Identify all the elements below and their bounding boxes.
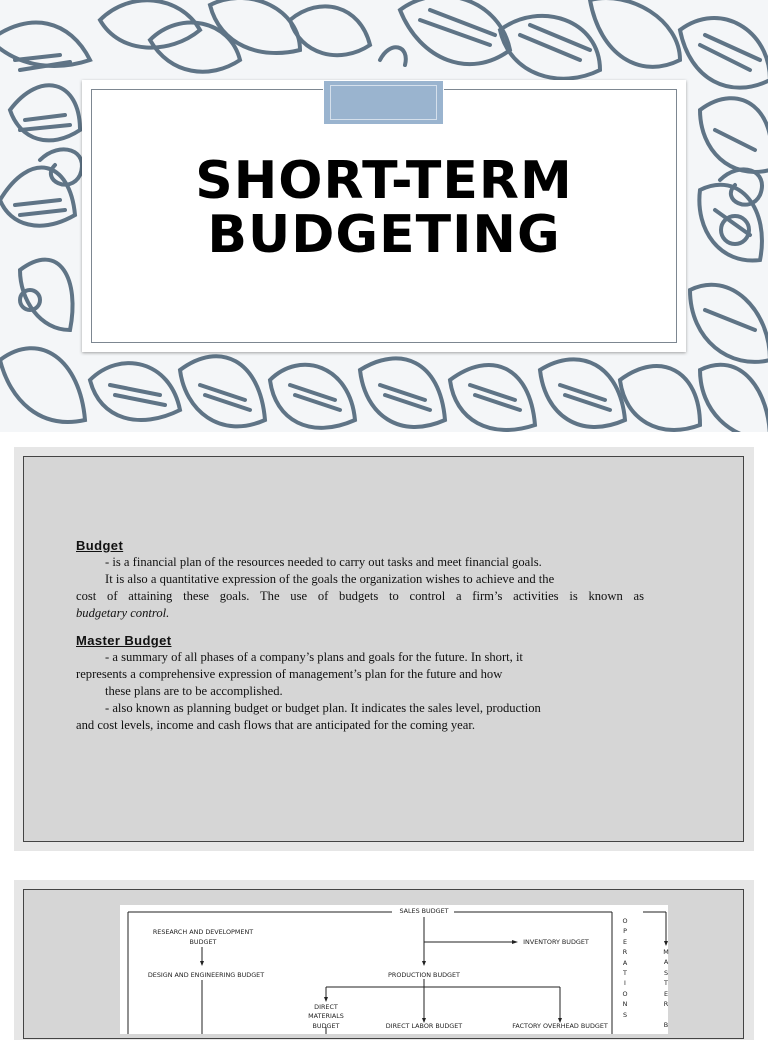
budget-diagram-slide bbox=[14, 880, 754, 1040]
research-budget-label-line-2: BUDGET bbox=[189, 938, 217, 946]
definitions-text bbox=[76, 537, 644, 734]
sales-budget-label: SALES BUDGET bbox=[399, 907, 449, 915]
title-card bbox=[82, 80, 686, 352]
diagram-panel bbox=[23, 889, 744, 1039]
budget-line-2: It is also a quantitative expression of the goals the organization wishes to achieve and the bbox=[105, 572, 555, 586]
master-line-4: - also known as planning budget or budget plan. It indicates the sales level, production bbox=[105, 701, 541, 715]
budget-line-4: budgetary control. bbox=[76, 606, 170, 620]
budget-line-1: - is a financial plan of the resources needed to carry out tasks and meet financial goals. bbox=[105, 555, 542, 569]
title-line-1: SHORT-TERM bbox=[195, 151, 573, 211]
title-slide bbox=[0, 0, 768, 432]
master-line-1: - a summary of all phases of a company’s plans and goals for the future. In short, it bbox=[105, 650, 523, 664]
budget-heading: Budget bbox=[76, 538, 124, 553]
slide-title bbox=[82, 151, 686, 265]
budget-line-3: cost of attaining these goals. The use of budgets to control a firm’s activities is known as bbox=[76, 589, 644, 603]
definitions-slide bbox=[14, 447, 754, 851]
design-budget-label: DESIGN AND ENGINEERING BUDGET bbox=[147, 971, 265, 979]
title-line-2: BUDGETING bbox=[207, 205, 561, 265]
master-line-3: these plans are to be accomplished. bbox=[105, 684, 283, 698]
master-budget-heading: Master Budget bbox=[76, 633, 172, 648]
definitions-panel bbox=[23, 456, 744, 842]
direct-labor-budget-label: DIRECT LABOR BUDGET bbox=[385, 1022, 463, 1030]
direct-materials-label-line-2: MATERIALS bbox=[308, 1012, 344, 1020]
operations-vertical-label: O P E R A T I O N S bbox=[622, 917, 628, 1019]
title-accent-tab bbox=[323, 80, 444, 125]
inventory-budget-label: INVENTORY BUDGET bbox=[523, 938, 589, 946]
production-budget-label: PRODUCTION BUDGET bbox=[388, 971, 460, 979]
direct-materials-label-line-1: DIRECT bbox=[314, 1003, 338, 1011]
direct-materials-label-line-3: BUDGET bbox=[312, 1022, 340, 1030]
master-line-5: and cost levels, income and cash flows that are anticipated for the coming year. bbox=[76, 718, 476, 732]
factory-overhead-budget-label: FACTORY OVERHEAD BUDGET bbox=[512, 1022, 608, 1030]
diagram-connectors bbox=[120, 905, 668, 1034]
master-budget-diagram bbox=[120, 905, 668, 1034]
master-vertical-label: M A S T E R B bbox=[663, 948, 669, 1029]
master-line-2: represents a comprehensive expression of management’s plan for the future and how bbox=[76, 667, 503, 681]
research-budget-label-line-1: RESEARCH AND DEVELOPMENT bbox=[152, 928, 254, 936]
